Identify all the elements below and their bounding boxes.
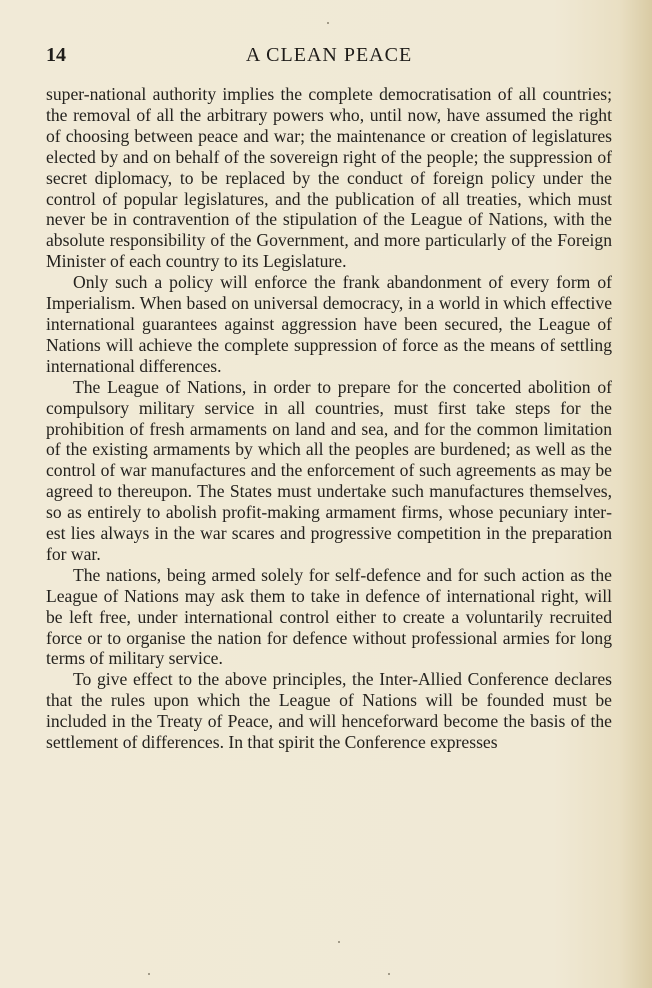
body-text	[46, 84, 612, 753]
paragraph: The League of Nations, in order to prepare for the concerted abolition of compulsory military service in all countries, must first take steps for the prohibition of fresh armaments on land and sea, and for the common limitation of the existing armaments by which all the peoples are burdened; as well as the control of war manufactures and the enforcement of such agreements as may be agreed to thereupon. The States must undertake such manufactures themselves, so as entirely to abolish profit-making armament firms, whose pecuniary interest lies always in the war scares and progressive competition in the preparation for war.	[46, 376, 612, 564]
paragraph: To give effect to the above principles, the Inter-Allied Conference declares that the rules upon which the League of Nations will be founded must be included in the Treaty of Peace, and will henceforward become the basis of the settlement of differences. In that spirit the Conference expresses	[46, 669, 612, 753]
paper-speck	[338, 941, 340, 943]
paper-speck	[148, 973, 150, 975]
paragraph: The nations, being armed solely for self-defence and for such action as the League of Nations may ask them to take in defence of international right, will be left free, under international control either to create a voluntarily recruited force or to organise the nation for defence without professional armies for long terms of military service.	[46, 564, 612, 669]
running-title: A CLEAN PEACE	[245, 44, 413, 66]
page-number: 14	[46, 44, 66, 66]
paper-speck	[327, 22, 329, 24]
paper-speck	[388, 973, 390, 975]
paragraph: super-national authority implies the complete democratisation of all countries; the removal of all the arbitrary powers who, until now, have assumed the right of choosing between peace and war; the maintenance or creation of legislatures elected by and on behalf of the sovereign right of the people; the suppression of secret diplomacy, to be replaced by the conduct of foreign policy under the control of popular legislatures, and the publication of all treaties, which must never be in contravention of the stipulation of the League of Nations, with the absolute responsibility of the Government, and more particularly of the Foreign Minister of each country to its Legislature.	[46, 84, 612, 272]
paragraph: Only such a policy will enforce the frank abandonment of every form of Imperialism. When based on universal democracy, in a world in which effective international guarantees against aggression have been secured, the League of Nations will achieve the complete suppression of force as the means of settling international differences.	[46, 272, 612, 376]
page-header	[46, 44, 612, 70]
